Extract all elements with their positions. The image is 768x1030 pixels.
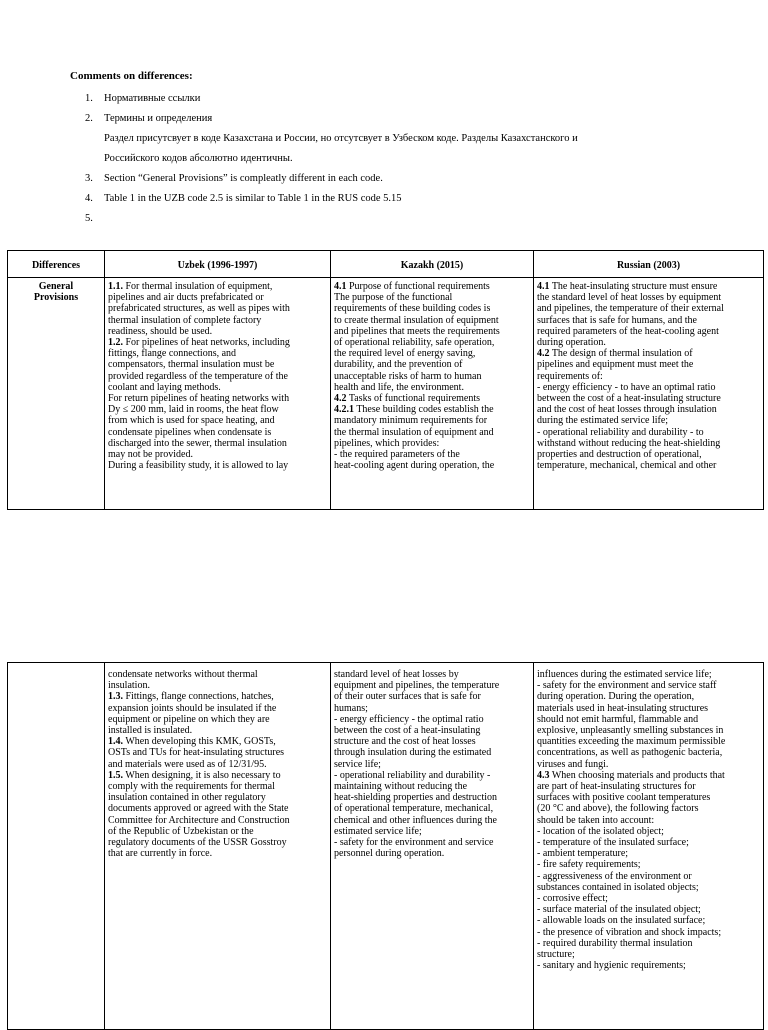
clause-text: of the Republic of Uzbekistan or the [108, 825, 254, 837]
cell-text-line [334, 714, 530, 725]
list-item-text: Термины и определения [104, 113, 213, 124]
clause-text: For pipelines of heat networks, including [125, 337, 290, 349]
clause-text: quantities exceeding the maximum permissible [537, 736, 726, 748]
row-label-line: General [38, 281, 74, 292]
cell-text-line [334, 680, 530, 691]
cell-text-line [108, 315, 327, 326]
cell-text-line [537, 337, 760, 348]
cell-text-line [537, 359, 760, 370]
cell-text-line [108, 415, 327, 426]
cell-text-line [537, 792, 760, 803]
clause-text: should not emit harmful, flammable and [537, 713, 699, 725]
cell-text-line [537, 460, 760, 471]
cell-text-line [108, 803, 327, 814]
cell-text-line [537, 736, 760, 747]
clause-text: fittings, flange connections, and [108, 348, 237, 360]
cell-text-line [334, 382, 530, 393]
clause-text: - required durability thermal insulation [537, 937, 693, 949]
column-header-differences: Differences [8, 251, 105, 278]
clause-text: durability, and the prevention of [334, 359, 463, 371]
cell-text-line [334, 691, 530, 702]
clause-number: 4.2 [334, 393, 347, 405]
clause-text: to create thermal insulation of equipment [334, 314, 499, 326]
comparison-table [7, 250, 764, 510]
cell-text-line [537, 292, 760, 303]
clause-text: These building codes establish the [356, 404, 494, 416]
cell-text-line [537, 714, 760, 725]
clause-text: and materials were used as of 12/31/95. [108, 758, 267, 770]
clause-text: - the required parameters of the [334, 449, 460, 461]
cell-text-line [334, 792, 530, 803]
clause-number: 4.2 [537, 348, 550, 360]
cell-text-line [537, 848, 760, 859]
list-item [85, 189, 685, 209]
list-item-text: Нормативные ссылки [104, 93, 201, 104]
clause-text: - ambient temperature; [537, 848, 629, 860]
table-row [8, 278, 764, 510]
cell-text-line [108, 326, 327, 337]
cell-text-line [537, 938, 760, 949]
clause-text: When choosing materials and products that [551, 769, 725, 781]
cell-text-line [537, 882, 760, 893]
cell-text-line [334, 438, 530, 449]
clause-text: - safety for the environment and service staff [537, 680, 717, 692]
cell-text-line [108, 292, 327, 303]
clause-text: pipelines and air ducts prefabricated or [108, 292, 264, 304]
clause-text: During a feasibility study, it is allowed to lay [108, 460, 289, 472]
clause-text: during the estimated service life; [537, 415, 669, 427]
cell-text-line [537, 927, 760, 938]
cell-text-line [108, 449, 327, 460]
row-label-line: Provisions [33, 292, 79, 304]
cell-text-line [334, 404, 530, 415]
clause-number: 1.1. [108, 281, 123, 292]
clause-text: expansion joints should be insulated if the [108, 702, 277, 714]
cell-text-line [108, 848, 327, 859]
list-number: 2. [85, 113, 93, 124]
row-label-cell [8, 278, 105, 510]
cell-text-line [108, 371, 327, 382]
clause-text: the required level of energy saving, [334, 348, 476, 360]
table-row [8, 663, 764, 1030]
list-item-text: Table 1 in the UZB code 2.5 is similar to Table 1 in the RUS code 5.15 [104, 193, 402, 204]
clause-text: The design of thermal insulation of [551, 348, 693, 360]
clause-text: are part of heat-insulating structures for [537, 781, 696, 793]
clause-text: insulation. [108, 680, 150, 692]
clause-text: requirements of these building codes is [334, 303, 491, 315]
cell-text-line [334, 326, 530, 337]
cell-text-line [108, 303, 327, 314]
cell-text-line [334, 837, 530, 848]
clause-text: viruses and fungi. [537, 758, 609, 770]
comments-title: Comments on differences: [70, 70, 193, 82]
cell-text-line [334, 359, 530, 370]
cell-text-line [537, 960, 760, 971]
clause-text: heat-shielding properties and destruction [334, 792, 498, 804]
cell-text-line [334, 348, 530, 359]
cell-text-line [537, 770, 760, 781]
cell-text-line [334, 747, 530, 758]
list-item [85, 89, 685, 109]
comparison-table-continued [7, 662, 764, 1030]
kazakh-cell [331, 278, 534, 510]
cell-text-line [108, 770, 327, 781]
column-header-russian: Russian (2003) [534, 251, 764, 278]
cell-text-line [108, 792, 327, 803]
kazakh-cell [331, 663, 534, 1030]
clause-text: provided regardless of the temperature of the [108, 370, 288, 382]
clause-number: 1.5. [108, 769, 123, 781]
cell-text-line [334, 460, 530, 471]
clause-text: When developing this KMK, GOSTs, [125, 736, 276, 748]
cell-text-line [108, 669, 327, 680]
clause-text: standard level of heat losses by [334, 669, 459, 680]
clause-text: Committee for Architecture and Construction [108, 814, 290, 826]
cell-text-line [537, 404, 760, 415]
cell-text-line [334, 415, 530, 426]
clause-text: heat-cooling agent during operation, the [334, 460, 495, 472]
cell-text-line [108, 281, 327, 292]
clause-number: 1.2. [108, 337, 123, 349]
clause-text: - operational reliability and durability - to [537, 426, 704, 438]
clause-text: The purpose of the functional [334, 292, 453, 304]
clause-text: the thermal insulation of equipment and [334, 426, 494, 438]
clause-number: 4.1 [334, 281, 347, 292]
clause-text: pipelines and equipment must meet the [537, 359, 694, 371]
cell-text-line [537, 826, 760, 837]
cell-text-line [537, 393, 760, 404]
clause-number: 1.3. [108, 691, 123, 703]
clause-text: surfaces with positive coolant temperatures [537, 792, 711, 804]
cell-text-line [334, 303, 530, 314]
list-item-text: Section “General Provisions” is compleatly different in each code. [104, 173, 383, 184]
clause-text: thermal insulation of complete factory [108, 314, 262, 326]
cell-text-line [537, 382, 760, 393]
clause-text: the standard level of heat losses by equipment [537, 292, 722, 304]
clause-text: substances contained in isolated objects; [537, 881, 699, 893]
clause-text: - location of the isolated object; [537, 825, 664, 837]
clause-text: of operational reliability, safe operation, [334, 337, 495, 349]
clause-text: - energy efficiency - the optimal ratio [334, 713, 484, 725]
cell-text-line [108, 337, 327, 348]
uzbek-cell [105, 663, 331, 1030]
clause-number: 4.1 [537, 281, 550, 292]
cell-text-line [334, 292, 530, 303]
list-number: 1. [85, 93, 93, 104]
list-number: 3. [85, 173, 93, 184]
cell-text-line [108, 826, 327, 837]
cell-text-line [108, 404, 327, 415]
clause-text: OSTs and TUs for heat-insulating structures [108, 747, 285, 759]
clause-text: - operational reliability and durability - [334, 769, 491, 781]
clause-text: condensate networks without thermal [108, 669, 258, 680]
clause-text: coolant and laying methods. [108, 381, 221, 393]
clause-text: discharged into the sewer, thermal insulation [108, 437, 287, 449]
cell-text-line [334, 759, 530, 770]
cell-text-line [108, 759, 327, 770]
clause-text: compensators, thermal insulation must be [108, 359, 275, 371]
cell-text-line [108, 747, 327, 758]
clause-number: 4.3 [537, 769, 550, 781]
cell-text-line [537, 949, 760, 960]
clause-text: - surface material of the insulated object; [537, 904, 701, 916]
clause-text: and the cost of heat losses through insulation [537, 404, 717, 416]
cell-text-line [108, 837, 327, 848]
column-header-kazakh: Kazakh (2015) [331, 251, 534, 278]
clause-text: - aggressiveness of the environment or [537, 870, 692, 882]
cell-text-line [334, 371, 530, 382]
list-item [85, 109, 685, 169]
clause-text: personnel during operation. [334, 848, 445, 860]
clause-text: documents approved or agreed with the State [108, 803, 289, 815]
list-item [85, 169, 685, 189]
cell-text-line [334, 337, 530, 348]
cell-text-line [108, 691, 327, 702]
clause-text: maintaining without reducing the [334, 781, 468, 793]
cell-text-line [537, 691, 760, 702]
clause-text: explosive, unpleasantly smelling substances in [537, 725, 724, 737]
cell-text-line [537, 904, 760, 915]
cell-text-line [537, 803, 760, 814]
cell-text-line [537, 449, 760, 460]
cell-text-line [108, 382, 327, 393]
cell-text-line [537, 893, 760, 904]
cell-text-line [108, 714, 327, 725]
list-item-note: Российского кодов абсолютно идентичны. [104, 153, 293, 164]
clause-text: of operational temperature, mechanical, [334, 803, 494, 815]
clause-text: health and life, the environment. [334, 381, 464, 393]
clause-text: chemical and other influences during the [334, 814, 497, 826]
clause-text: comply with the requirements for thermal [108, 781, 275, 793]
clause-text: during operation. [537, 337, 606, 349]
cell-text-line [537, 725, 760, 736]
cell-text-line [334, 449, 530, 460]
cell-text-line [537, 759, 760, 770]
cell-text-line [108, 348, 327, 359]
clause-text: - allowable loads on the insulated surface; [537, 915, 706, 927]
cell-text-line [537, 315, 760, 326]
clause-text: may not be provided. [108, 449, 193, 461]
clause-text: For return pipelines of heating networks with [108, 393, 290, 405]
clause-text: during operation. During the operation, [537, 691, 695, 703]
cell-text-line [108, 393, 327, 404]
cell-text-line [537, 438, 760, 449]
clause-number: 1.4. [108, 736, 123, 748]
cell-text-line [108, 680, 327, 691]
row-label-cell [8, 663, 105, 1030]
cell-text-line [108, 815, 327, 826]
cell-text-line [334, 725, 530, 736]
cell-text-line [537, 815, 760, 826]
clause-text: unacceptable risks of harm to human [334, 370, 482, 382]
clause-text: required parameters of the heat-cooling agent [537, 325, 719, 337]
list-number: 4. [85, 193, 93, 204]
cell-text-line [108, 460, 327, 471]
clause-text: equipment or pipeline on which they are [108, 713, 270, 725]
clause-text: from which is used for space heating, and [108, 415, 275, 427]
cell-text-line [334, 427, 530, 438]
list-number: 5. [85, 213, 93, 224]
clause-text: Dy ≤ 200 mm, laid in rooms, the heat flow [108, 404, 279, 416]
clause-text: regulatory documents of the USSR Gosstroy [108, 837, 287, 849]
cell-text-line [334, 848, 530, 859]
clause-text: concentrations, as well as pathogenic bacteria, [537, 747, 723, 759]
clause-text: surfaces that is safe for humans, and the [537, 314, 697, 326]
cell-text-line [537, 415, 760, 426]
clause-text: (20 °C and above), the following factors [537, 803, 699, 815]
differences-list [85, 89, 685, 224]
clause-text: properties and destruction of operational, [537, 449, 702, 461]
cell-text-line [334, 703, 530, 714]
clause-text: equipment and pipelines, the temperature [334, 680, 500, 692]
clause-text: prefabricated structures, as well as pipes with [108, 303, 290, 315]
clause-text: between the cost of a heat-insulating structure [537, 393, 721, 405]
clause-text: Fittings, flange connections, hatches, [125, 691, 274, 703]
clause-text: requirements of: [537, 370, 603, 382]
cell-text-line [334, 770, 530, 781]
cell-text-line [537, 781, 760, 792]
clause-text: estimated service life; [334, 825, 422, 837]
clause-text: materials used in heat-insulating structures [537, 702, 709, 714]
cell-text-line [108, 703, 327, 714]
russian-cell [534, 663, 764, 1030]
cell-text-line [108, 736, 327, 747]
clause-text: service life; [334, 758, 381, 770]
clause-text: between the cost of a heat-insulating [334, 725, 481, 737]
cell-text-line [537, 669, 760, 680]
clause-text: - the presence of vibration and shock impacts; [537, 926, 722, 938]
clause-text: humans; [334, 702, 368, 714]
clause-text: - energy efficiency - to have an optimal ratio [537, 381, 716, 393]
clause-text: Tasks of functional requirements [348, 393, 481, 405]
cell-text-line [537, 326, 760, 337]
cell-text-line [334, 736, 530, 747]
cell-text-line [537, 915, 760, 926]
clause-text: should be taken into account: [537, 814, 655, 826]
cell-text-line [334, 393, 530, 404]
cell-text-line [537, 859, 760, 870]
clause-text: pipelines, which provides: [334, 437, 440, 449]
clause-text: installed is insulated. [108, 725, 193, 737]
clause-text: structure and the cost of heat losses [334, 736, 476, 748]
cell-text-line [537, 427, 760, 438]
clause-text: Purpose of functional requirements [349, 281, 490, 292]
cell-text-line [108, 427, 327, 438]
cell-text-line [334, 826, 530, 837]
clause-text: and pipelines that meets the requirements [334, 325, 500, 337]
cell-text-line [108, 438, 327, 449]
clause-text: and pipelines, the temperature of their external [537, 303, 724, 315]
cell-text-line [537, 303, 760, 314]
clause-text: The heat-insulating structure must ensure [551, 281, 718, 292]
uzbek-cell [105, 278, 331, 510]
cell-text-line [537, 371, 760, 382]
clause-text: of their outer surfaces that is safe for [334, 691, 481, 703]
clause-text: readiness, should be used. [108, 325, 213, 337]
clause-text: - sanitary and hygienic requirements; [537, 960, 686, 972]
clause-text: - temperature of the insulated surface; [537, 837, 689, 849]
cell-text-line [537, 281, 760, 292]
clause-text: - safety for the environment and service [334, 837, 494, 849]
clause-text: For thermal insulation of equipment, [125, 281, 273, 292]
clause-text: mandatory minimum requirements for [334, 415, 488, 427]
clause-text: through insulation during the estimated [334, 747, 492, 759]
clause-text: When designing, it is also necessary to [125, 769, 281, 781]
clause-text: structure; [537, 949, 575, 961]
cell-text-line [537, 747, 760, 758]
clause-number: 4.2.1 [334, 404, 354, 416]
cell-text-line [537, 680, 760, 691]
clause-text: temperature, mechanical, chemical and other [537, 460, 717, 472]
clause-text: - fire safety requirements; [537, 859, 641, 871]
cell-text-line [334, 781, 530, 792]
cell-text-line [334, 803, 530, 814]
cell-text-line [108, 781, 327, 792]
cell-text-line [334, 669, 530, 680]
clause-text: influences during the estimated service life; [537, 669, 712, 680]
russian-cell [534, 278, 764, 510]
clause-text: - corrosive effect; [537, 893, 608, 905]
cell-text-line [537, 837, 760, 848]
cell-text-line [537, 703, 760, 714]
column-header-uzbek: Uzbek (1996-1997) [105, 251, 331, 278]
cell-text-line [334, 315, 530, 326]
list-item-note: Раздел присутсвует в коде Казахстана и России, но отсутсвует в Узбеском коде. Разделы Казахстанского и [104, 133, 578, 144]
cell-text-line [537, 871, 760, 882]
cell-text-line [108, 725, 327, 736]
cell-text-line [334, 815, 530, 826]
clause-text: insulation contained in other regulatory [108, 792, 266, 804]
table-header-row [8, 251, 764, 278]
clause-text: that are currently in force. [108, 848, 213, 860]
cell-text-line [108, 359, 327, 370]
clause-text: withstand without reducing the heat-shielding [537, 437, 721, 449]
cell-text-line [537, 348, 760, 359]
clause-text: condensate pipelines when condensate is [108, 426, 272, 438]
cell-text-line [334, 281, 530, 292]
